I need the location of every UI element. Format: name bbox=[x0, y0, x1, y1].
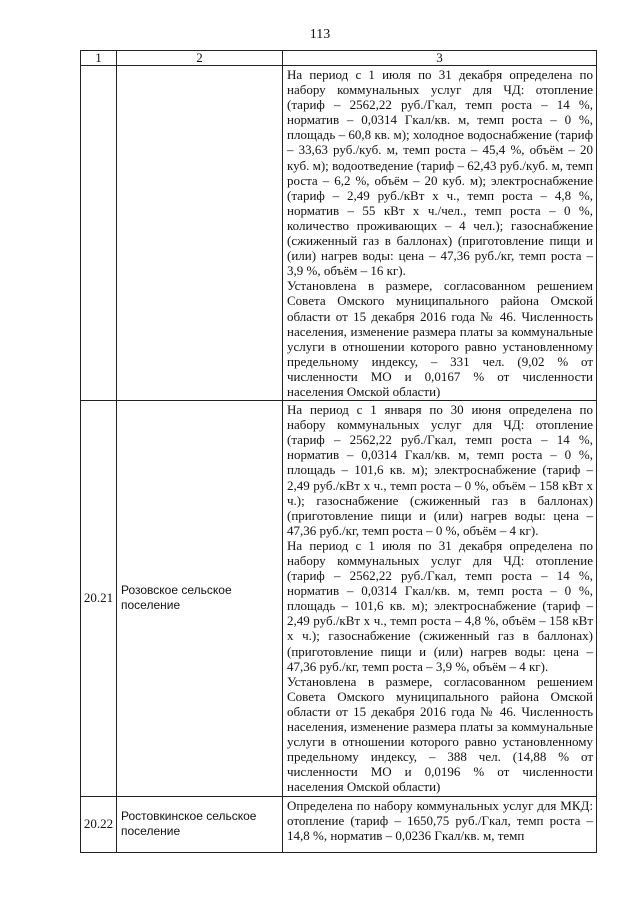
settlement-name: Розовское сельское поселение bbox=[117, 401, 283, 796]
header-col-1: 1 bbox=[81, 51, 117, 66]
description-paragraph: На период с 1 июля по 31 декабря определена по набору коммунальных услуг для ЧД: отопление (тариф – 2562,22 руб./Гкал, темп роста – 14 %, норматив – 0,0314 Гкал/кв. м, темп роста – 0 %, площадь – 60,8 кв. м); холодное водоснабжение (тариф – 33,63 руб./куб. м, темп роста – 45,4 %, объём – 20 куб. м); водоотведение (тариф – 62,43 руб./куб. м, темп роста – 6,2 %, объём – 20 куб. м); электроснабжение (тариф – 2,49 руб./кВт х ч., темп роста – 4,8 %, норматив – 55 кВт х ч./чел., темп роста – 0 %, количество проживающих – 4 чел.); газоснабжение (сжиженный газ в баллонах) (приготовление пищи и (или) нагрев воды: цена – 47,36 руб./кг, темп роста – 3,9 %, объём – 16 кг). bbox=[287, 67, 593, 279]
settlement-name: Ростовкинское сельское поселение bbox=[117, 796, 283, 852]
table-header-row bbox=[81, 51, 597, 66]
table-row bbox=[81, 66, 597, 401]
header-col-3: 3 bbox=[283, 51, 597, 66]
description-paragraph: Установлена в размере, согласованном решением Совета Омского муниципального района Омской области от 15 декабря 2016 года № 46. Численность населения, изменение размера платы за коммунальные услуги в отношении которого равно установленному предельному индексу, – 388 чел. (14,88 % от численности МО и 0,0196 % от численности населения Омской области) bbox=[287, 673, 593, 795]
row-description bbox=[283, 66, 597, 401]
description-paragraph: Установлена в размере, согласованном решением Совета Омского муниципального района Омской области от 15 декабря 2016 года № 46. Численность населения, изменение размера платы за коммунальные услуги в отношении которого равно установленному предельному индексу, – 331 чел. (9,02 % от численности МО и 0,0167 % от численности населения Омской области) bbox=[287, 278, 593, 399]
description-paragraph: Определена по набору коммунальных услуг для МКД: отопление (тариф – 1650,75 руб./Гкал, темп роста – 14,8 %, норматив – 0,0236 Гкал/кв. м, темп bbox=[287, 797, 593, 843]
row-number: 20.21 bbox=[81, 401, 117, 796]
row-description bbox=[283, 796, 597, 852]
row-number bbox=[81, 66, 117, 401]
table-row bbox=[81, 796, 597, 852]
settlement-name bbox=[117, 66, 283, 401]
table-row bbox=[81, 401, 597, 796]
row-description bbox=[283, 401, 597, 796]
page-number: 113 bbox=[309, 27, 331, 42]
header-col-2: 2 bbox=[117, 51, 283, 66]
description-paragraph: На период с 1 июля по 31 декабря определена по набору коммунальных услуг для ЧД: отопление (тариф – 2562,22 руб./Гкал, темп роста – 14 %, норматив – 0,0314 Гкал/кв. м, темп роста – 0 %, площадь – 101,6 кв. м); электроснабжение (тариф – 2,49 руб./кВт х ч., темп роста – 4,8 %, объём – 158 кВт х ч.); газоснабжение (сжиженный газ в баллонах) (приготовление пищи и (или) нагрев воды: цена – 47,36 руб./кг, темп роста – 3,9 %, объём – 4 кг). bbox=[287, 537, 593, 674]
tariff-table bbox=[80, 50, 597, 853]
description-paragraph: На период с 1 января по 30 июня определена по набору коммунальных услуг для ЧД: отопление (тариф – 2562,22 руб./Гкал, темп роста – 14 %, норматив – 0,0314 Гкал/кв. м, темп роста – 0 %, площадь – 101,6 кв. м); электроснабжение (тариф – 2,49 руб./кВт х ч., темп роста – 0 %, объём – 158 кВт х ч.); газоснабжение (сжиженный газ в баллонах) (приготовление пищи и (или) нагрев воды: цена – 47,36 руб./кг, темп роста – 0 %, объём – 4 кг). bbox=[287, 402, 593, 538]
row-number: 20.22 bbox=[81, 796, 117, 852]
